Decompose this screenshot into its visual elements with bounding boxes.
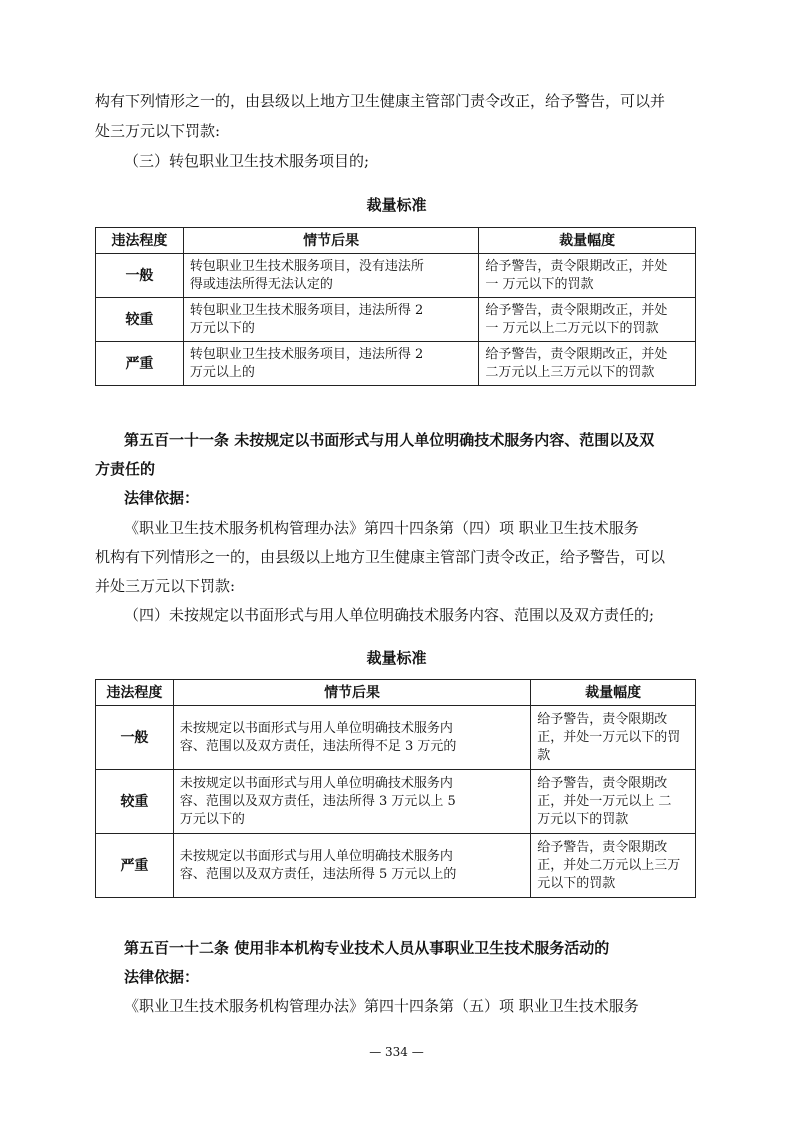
table1-header-row bbox=[96, 228, 696, 254]
table1-header-degree: 违法程度 bbox=[96, 228, 184, 254]
table2-header-row bbox=[96, 680, 696, 706]
cell-line: 万元以上的 bbox=[189, 364, 255, 380]
degree-cell: 较重 bbox=[96, 770, 174, 834]
article-512-heading: 第五百一十二条 使用非本机构专业技术人员从事职业卫生技术服务活动的 bbox=[124, 939, 610, 957]
cell-line: 二万元以上三万元以下的罚款 bbox=[485, 364, 655, 380]
table-row bbox=[96, 834, 696, 898]
circumstance-cell bbox=[183, 298, 478, 342]
range-cell bbox=[479, 298, 696, 342]
circumstance-cell bbox=[173, 770, 530, 834]
range-cell bbox=[531, 770, 696, 834]
circumstance-cell bbox=[173, 834, 530, 898]
table1-header-range: 裁量幅度 bbox=[479, 228, 696, 254]
cell-line: 元以下的罚款 bbox=[537, 875, 616, 891]
article-511-basis-line-3: 并处三万元以下罚款: bbox=[95, 577, 236, 595]
degree-cell: 一般 bbox=[96, 706, 174, 770]
cell-line: 得或违法所得无法认定的 bbox=[189, 276, 333, 292]
article-511-basis-line-2: 机构有下列情形之一的，由县级以上地方卫生健康主管部门责令改正，给予警告，可以 bbox=[95, 548, 666, 566]
degree-cell: 严重 bbox=[96, 342, 184, 386]
cell-line: 一 万元以下的罚款 bbox=[485, 276, 594, 292]
cell-line: 未按规定以书面形式与用人单位明确技术服务内 bbox=[179, 848, 453, 864]
table1 bbox=[95, 227, 696, 386]
intro-item: （三）转包职业卫生技术服务项目的; bbox=[124, 152, 370, 170]
cell-line: 给予警告，责令限期改正，并处 bbox=[485, 302, 668, 318]
cell-line: 万元以下的 bbox=[189, 320, 255, 336]
cell-line: 款 bbox=[537, 747, 551, 763]
table2-title: 裁量标准 bbox=[366, 649, 427, 667]
article-511-heading-1: 第五百一十一条 未按规定以书面形式与用人单位明确技术服务内容、范围以及双 bbox=[124, 431, 655, 449]
circumstance-cell bbox=[173, 706, 530, 770]
circumstance-cell bbox=[183, 254, 478, 298]
article-511-item: （四）未按规定以书面形式与用人单位明确技术服务内容、范围以及双方责任的; bbox=[124, 606, 655, 624]
cell-line: 给予警告，责令限期改 bbox=[537, 775, 668, 791]
cell-line: 转包职业卫生技术服务项目，没有违法所 bbox=[189, 258, 424, 274]
cell-line: 给予警告，责令限期改 bbox=[537, 711, 668, 727]
cell-line: 正，并处一万元以下的罚 bbox=[537, 729, 681, 745]
cell-line: 给予警告，责令限期改正，并处 bbox=[485, 258, 668, 274]
article-511-heading-2: 方责任的 bbox=[95, 460, 156, 478]
cell-line: 转包职业卫生技术服务项目，违法所得 2 bbox=[189, 302, 424, 318]
article-512-basis-line-1: 《职业卫生技术服务机构管理办法》第四十四条第（五）项 职业卫生技术服务 bbox=[124, 997, 639, 1015]
cell-line: 未按规定以书面形式与用人单位明确技术服务内 bbox=[179, 775, 453, 791]
article-511-basis-label: 法律依据： bbox=[124, 489, 200, 507]
cell-line: 正，并处一万元以上 二 bbox=[537, 793, 672, 809]
table-row bbox=[96, 342, 696, 386]
degree-cell: 较重 bbox=[96, 298, 184, 342]
cell-line: 容、范围以及双方责任，违法所得 5 万元以上的 bbox=[179, 866, 457, 882]
table2-header-circumstance: 情节后果 bbox=[173, 680, 530, 706]
circumstance-cell bbox=[183, 342, 478, 386]
range-cell bbox=[531, 706, 696, 770]
table1-title: 裁量标准 bbox=[366, 196, 427, 214]
table-row bbox=[96, 706, 696, 770]
article-512-basis-label: 法律依据： bbox=[124, 968, 200, 986]
cell-line: 一 万元以上二万元以下的罚款 bbox=[485, 320, 659, 336]
table2 bbox=[95, 679, 696, 898]
table2-header-range: 裁量幅度 bbox=[531, 680, 696, 706]
cell-line: 转包职业卫生技术服务项目，违法所得 2 bbox=[189, 346, 424, 362]
cell-line: 给予警告，责令限期改 bbox=[537, 839, 668, 855]
range-cell bbox=[531, 834, 696, 898]
table2-header-degree: 违法程度 bbox=[96, 680, 174, 706]
article-511-basis-line-1: 《职业卫生技术服务机构管理办法》第四十四条第（四）项 职业卫生技术服务 bbox=[124, 519, 639, 537]
degree-cell: 严重 bbox=[96, 834, 174, 898]
table-row bbox=[96, 298, 696, 342]
degree-cell: 一般 bbox=[96, 254, 184, 298]
cell-line: 万元以下的罚款 bbox=[537, 811, 629, 827]
cell-line: 容、范围以及双方责任，违法所得不足 3 万元的 bbox=[179, 738, 457, 754]
intro-line-1: 构有下列情形之一的，由县级以上地方卫生健康主管部门责令改正，给予警告，可以并 bbox=[95, 92, 666, 110]
table-row bbox=[96, 254, 696, 298]
page-number: — 334 — bbox=[369, 1045, 424, 1059]
cell-line: 正，并处二万元以上三万 bbox=[537, 857, 681, 873]
table1-header-circumstance: 情节后果 bbox=[183, 228, 478, 254]
cell-line: 未按规定以书面形式与用人单位明确技术服务内 bbox=[179, 720, 453, 736]
table-row bbox=[96, 770, 696, 834]
cell-line: 给予警告，责令限期改正，并处 bbox=[485, 346, 668, 362]
range-cell bbox=[479, 254, 696, 298]
cell-line: 容、范围以及双方责任，违法所得 3 万元以上 5 bbox=[179, 793, 456, 809]
intro-line-2: 处三万元以下罚款: bbox=[95, 122, 221, 140]
range-cell bbox=[479, 342, 696, 386]
cell-line: 万元以下的 bbox=[179, 811, 245, 827]
